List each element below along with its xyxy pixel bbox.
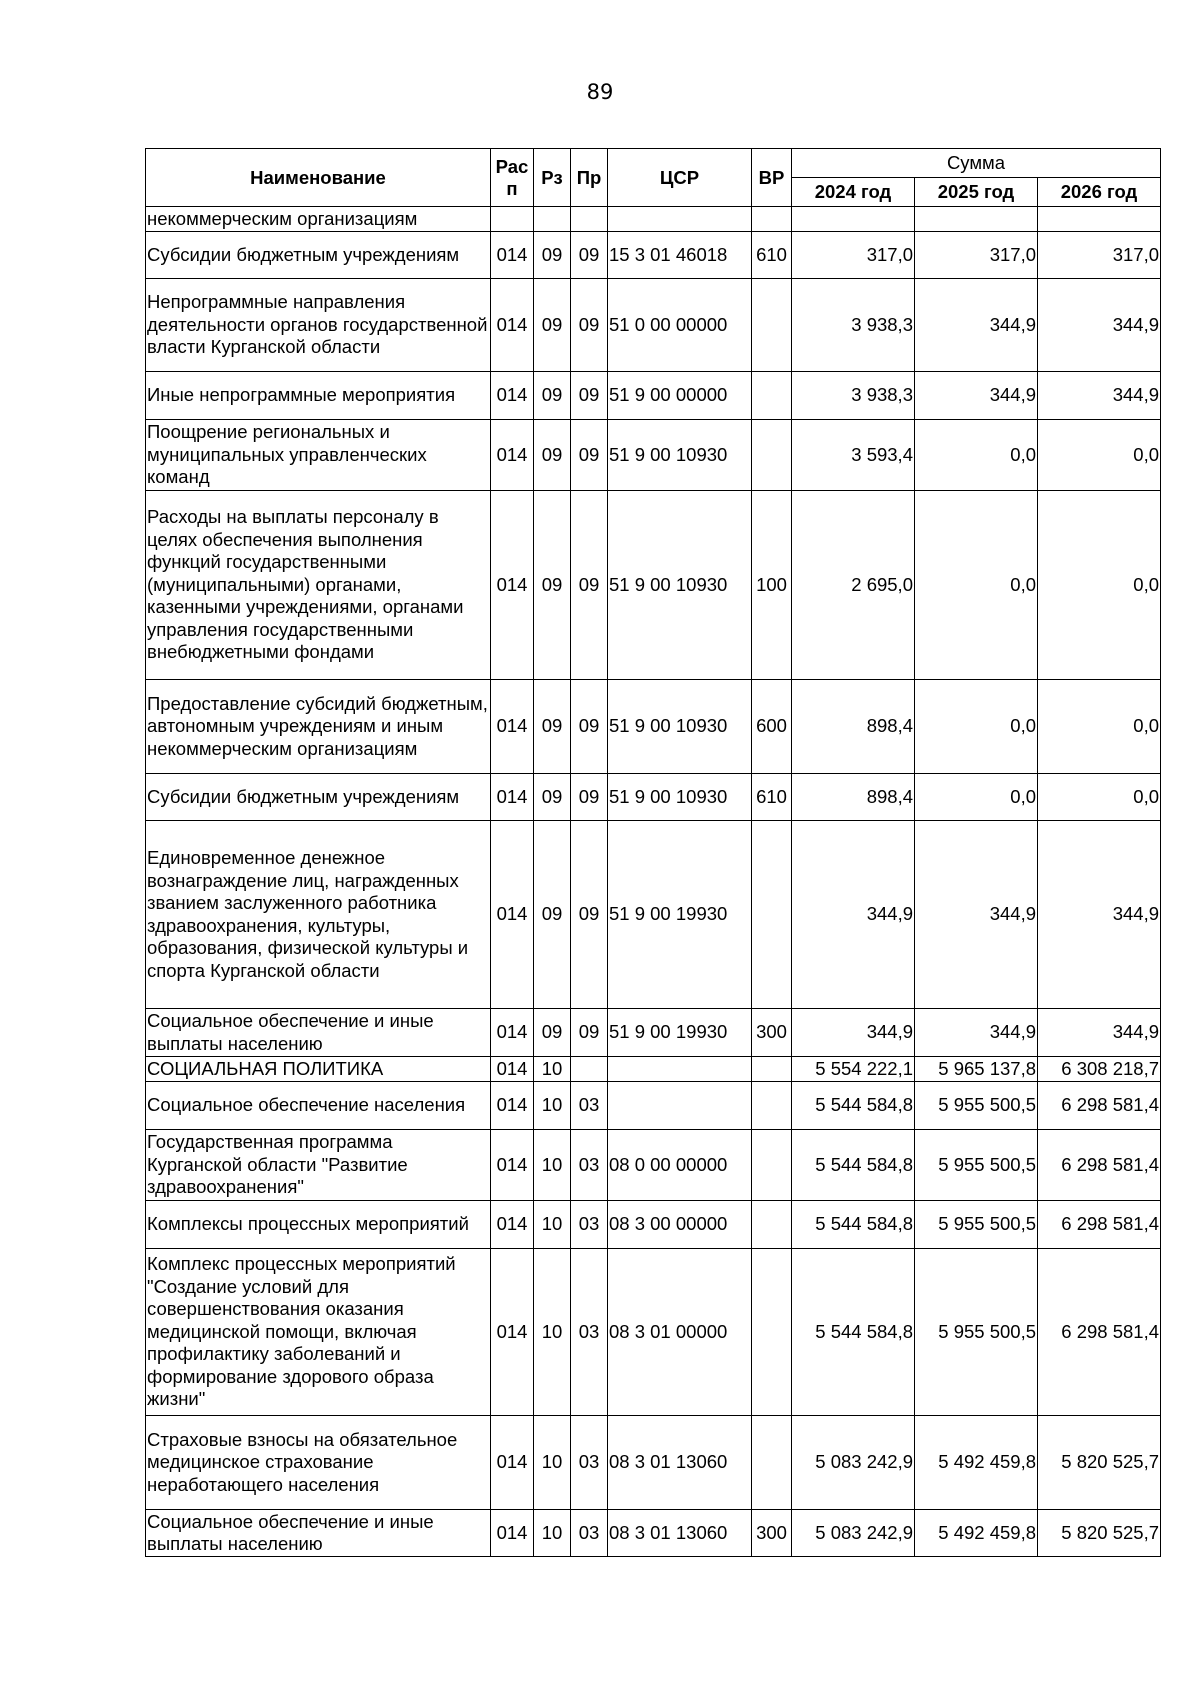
cell-2024: 3 938,3 xyxy=(792,279,915,372)
cell-2024: 344,9 xyxy=(792,1009,915,1057)
cell-csr xyxy=(608,1057,752,1082)
cell-pr: 03 xyxy=(571,1510,608,1557)
cell-vr xyxy=(752,1201,792,1249)
cell-pr: 09 xyxy=(571,1009,608,1057)
cell-2025 xyxy=(915,207,1038,232)
table-row xyxy=(146,1416,1161,1510)
cell-vr xyxy=(752,372,792,420)
table-header xyxy=(146,149,1161,207)
cell-2025: 5 955 500,5 xyxy=(915,1130,1038,1201)
cell-2025: 0,0 xyxy=(915,491,1038,680)
cell-2026: 0,0 xyxy=(1038,491,1161,680)
cell-pr xyxy=(571,1057,608,1082)
cell-rz: 09 xyxy=(534,232,571,279)
cell-vr: 610 xyxy=(752,774,792,821)
table-row xyxy=(146,1201,1161,1249)
cell-2024: 344,9 xyxy=(792,821,915,1009)
cell-rz: 10 xyxy=(534,1130,571,1201)
cell-csr xyxy=(608,207,752,232)
cell-csr: 51 9 00 10930 xyxy=(608,420,752,491)
cell-name: Предоставление субсидий бюджетным, автономным учреждениям и иным некоммерческим организациям xyxy=(146,680,491,774)
cell-pr: 09 xyxy=(571,774,608,821)
cell-csr: 08 3 01 13060 xyxy=(608,1416,752,1510)
cell-rz: 09 xyxy=(534,279,571,372)
cell-vr: 600 xyxy=(752,680,792,774)
cell-name: Государственная программа Курганской области "Развитие здравоохранения" xyxy=(146,1130,491,1201)
table-body xyxy=(146,207,1161,1557)
cell-name: Комплексы процессных мероприятий xyxy=(146,1201,491,1249)
cell-rasp: 014 xyxy=(491,1249,534,1416)
cell-rasp: 014 xyxy=(491,1201,534,1249)
cell-rz: 10 xyxy=(534,1057,571,1082)
cell-name: Социальное обеспечение и иные выплаты населению xyxy=(146,1009,491,1057)
cell-csr: 08 3 00 00000 xyxy=(608,1201,752,1249)
cell-2025: 0,0 xyxy=(915,774,1038,821)
cell-pr: 09 xyxy=(571,372,608,420)
cell-rz: 10 xyxy=(534,1416,571,1510)
cell-2026: 317,0 xyxy=(1038,232,1161,279)
cell-rasp: 014 xyxy=(491,279,534,372)
cell-2025: 0,0 xyxy=(915,680,1038,774)
table-row xyxy=(146,680,1161,774)
cell-csr: 51 9 00 10930 xyxy=(608,774,752,821)
cell-2024: 5 544 584,8 xyxy=(792,1130,915,1201)
cell-csr: 51 9 00 10930 xyxy=(608,491,752,680)
cell-name: Страховые взносы на обязательное медицинское страхование неработающего населения xyxy=(146,1416,491,1510)
cell-vr: 100 xyxy=(752,491,792,680)
cell-vr xyxy=(752,420,792,491)
table-row xyxy=(146,1130,1161,1201)
cell-rz: 09 xyxy=(534,420,571,491)
cell-vr xyxy=(752,1416,792,1510)
cell-2024: 5 544 584,8 xyxy=(792,1082,915,1130)
cell-name: Поощрение региональных и муниципальных управленческих команд xyxy=(146,420,491,491)
cell-2026: 5 820 525,7 xyxy=(1038,1416,1161,1510)
cell-2025: 5 492 459,8 xyxy=(915,1416,1038,1510)
budget-table xyxy=(145,148,1161,1557)
cell-2026: 0,0 xyxy=(1038,774,1161,821)
cell-2024: 5 544 584,8 xyxy=(792,1201,915,1249)
cell-2026: 344,9 xyxy=(1038,821,1161,1009)
cell-2026: 0,0 xyxy=(1038,680,1161,774)
cell-name: Субсидии бюджетным учреждениям xyxy=(146,774,491,821)
table-row xyxy=(146,279,1161,372)
cell-csr xyxy=(608,1082,752,1130)
cell-vr xyxy=(752,1130,792,1201)
cell-csr: 51 9 00 19930 xyxy=(608,1009,752,1057)
cell-name: Иные непрограммные мероприятия xyxy=(146,372,491,420)
cell-rz: 10 xyxy=(534,1249,571,1416)
cell-rasp xyxy=(491,207,534,232)
table-row xyxy=(146,232,1161,279)
cell-2025: 5 965 137,8 xyxy=(915,1057,1038,1082)
cell-2025: 5 955 500,5 xyxy=(915,1082,1038,1130)
header-sum: Сумма xyxy=(792,149,1161,178)
cell-vr xyxy=(752,1057,792,1082)
cell-2026: 344,9 xyxy=(1038,1009,1161,1057)
cell-vr xyxy=(752,207,792,232)
cell-2025: 344,9 xyxy=(915,1009,1038,1057)
cell-2024: 5 544 584,8 xyxy=(792,1249,915,1416)
cell-rasp: 014 xyxy=(491,420,534,491)
cell-2024: 898,4 xyxy=(792,680,915,774)
cell-2026: 344,9 xyxy=(1038,372,1161,420)
cell-2026: 6 298 581,4 xyxy=(1038,1130,1161,1201)
cell-csr: 08 0 00 00000 xyxy=(608,1130,752,1201)
cell-pr: 09 xyxy=(571,232,608,279)
table-row xyxy=(146,1249,1161,1416)
cell-2026: 6 298 581,4 xyxy=(1038,1082,1161,1130)
cell-name: Непрограммные направления деятельности органов государственной власти Курганской области xyxy=(146,279,491,372)
cell-2025: 0,0 xyxy=(915,420,1038,491)
table-row xyxy=(146,207,1161,232)
cell-name: СОЦИАЛЬНАЯ ПОЛИТИКА xyxy=(146,1057,491,1082)
cell-2025: 344,9 xyxy=(915,372,1038,420)
cell-rz xyxy=(534,207,571,232)
cell-2025: 5 955 500,5 xyxy=(915,1201,1038,1249)
cell-pr: 09 xyxy=(571,821,608,1009)
cell-2026: 6 298 581,4 xyxy=(1038,1201,1161,1249)
cell-rasp: 014 xyxy=(491,491,534,680)
header-year-2026: 2026 год xyxy=(1038,178,1161,207)
cell-rz: 10 xyxy=(534,1510,571,1557)
cell-csr: 51 0 00 00000 xyxy=(608,279,752,372)
cell-2026 xyxy=(1038,207,1161,232)
cell-pr: 03 xyxy=(571,1130,608,1201)
cell-pr: 03 xyxy=(571,1082,608,1130)
cell-name: Субсидии бюджетным учреждениям xyxy=(146,232,491,279)
header-vr: ВР xyxy=(752,149,792,207)
cell-2024 xyxy=(792,207,915,232)
table-row xyxy=(146,774,1161,821)
cell-name: Комплекс процессных мероприятий "Создание условий для совершенствования оказания медицинской помощи, включая профилактику заболеваний и формирование здорового образа жизни" xyxy=(146,1249,491,1416)
cell-2026: 0,0 xyxy=(1038,420,1161,491)
cell-2024: 5 083 242,9 xyxy=(792,1416,915,1510)
header-year-2024: 2024 год xyxy=(792,178,915,207)
cell-vr: 610 xyxy=(752,232,792,279)
header-pr: Пр xyxy=(571,149,608,207)
table-row xyxy=(146,1510,1161,1557)
cell-rasp: 014 xyxy=(491,680,534,774)
cell-pr: 03 xyxy=(571,1249,608,1416)
cell-rasp: 014 xyxy=(491,774,534,821)
cell-name: Расходы на выплаты персоналу в целях обеспечения выполнения функций государственными (муниципальными) органами, казенными учреждениями, органами управления государственными внебюджетными фондами xyxy=(146,491,491,680)
cell-vr xyxy=(752,1249,792,1416)
header-rz: Рз xyxy=(534,149,571,207)
cell-rz: 09 xyxy=(534,680,571,774)
cell-rasp: 014 xyxy=(491,1082,534,1130)
cell-rz: 10 xyxy=(534,1201,571,1249)
table-row xyxy=(146,420,1161,491)
cell-name: некоммерческим организациям xyxy=(146,207,491,232)
cell-2024: 5 083 242,9 xyxy=(792,1510,915,1557)
cell-rasp: 014 xyxy=(491,1057,534,1082)
header-name: Наименование xyxy=(146,149,491,207)
cell-2026: 5 820 525,7 xyxy=(1038,1510,1161,1557)
cell-rz: 09 xyxy=(534,372,571,420)
cell-rasp: 014 xyxy=(491,1510,534,1557)
cell-rz: 09 xyxy=(534,491,571,680)
cell-2025: 317,0 xyxy=(915,232,1038,279)
cell-2026: 6 298 581,4 xyxy=(1038,1249,1161,1416)
cell-name: Единовременное денежное вознаграждение лиц, награжденных званием заслуженного работника здравоохранения, культуры, образования, физической культуры и спорта Курганской области xyxy=(146,821,491,1009)
cell-pr: 09 xyxy=(571,491,608,680)
cell-2025: 5 955 500,5 xyxy=(915,1249,1038,1416)
cell-2024: 898,4 xyxy=(792,774,915,821)
cell-rasp: 014 xyxy=(491,1130,534,1201)
cell-2025: 344,9 xyxy=(915,279,1038,372)
cell-2025: 5 492 459,8 xyxy=(915,1510,1038,1557)
header-csr: ЦСР xyxy=(608,149,752,207)
cell-pr: 09 xyxy=(571,279,608,372)
cell-vr: 300 xyxy=(752,1510,792,1557)
page-number: 89 xyxy=(586,80,614,104)
cell-vr xyxy=(752,1082,792,1130)
cell-rasp: 014 xyxy=(491,1416,534,1510)
cell-2024: 5 554 222,1 xyxy=(792,1057,915,1082)
cell-pr xyxy=(571,207,608,232)
header-rasp: Рас п xyxy=(491,149,534,207)
cell-csr: 51 9 00 19930 xyxy=(608,821,752,1009)
cell-vr xyxy=(752,821,792,1009)
cell-vr xyxy=(752,279,792,372)
table-row xyxy=(146,491,1161,680)
cell-2025: 344,9 xyxy=(915,821,1038,1009)
table-row xyxy=(146,372,1161,420)
cell-rasp: 014 xyxy=(491,1009,534,1057)
cell-name: Социальное обеспечение и иные выплаты населению xyxy=(146,1510,491,1557)
cell-rz: 09 xyxy=(534,774,571,821)
cell-pr: 03 xyxy=(571,1416,608,1510)
cell-2026: 344,9 xyxy=(1038,279,1161,372)
cell-rasp: 014 xyxy=(491,821,534,1009)
cell-rz: 09 xyxy=(534,821,571,1009)
cell-csr: 51 9 00 10930 xyxy=(608,680,752,774)
cell-rz: 09 xyxy=(534,1009,571,1057)
cell-csr: 08 3 01 13060 xyxy=(608,1510,752,1557)
table-row xyxy=(146,821,1161,1009)
cell-2024: 3 593,4 xyxy=(792,420,915,491)
cell-2024: 2 695,0 xyxy=(792,491,915,680)
cell-pr: 09 xyxy=(571,420,608,491)
cell-pr: 09 xyxy=(571,680,608,774)
cell-csr: 08 3 01 00000 xyxy=(608,1249,752,1416)
cell-pr: 03 xyxy=(571,1201,608,1249)
cell-rasp: 014 xyxy=(491,372,534,420)
cell-rasp: 014 xyxy=(491,232,534,279)
cell-csr: 51 9 00 00000 xyxy=(608,372,752,420)
table-row xyxy=(146,1009,1161,1057)
cell-vr: 300 xyxy=(752,1009,792,1057)
cell-csr: 15 3 01 46018 xyxy=(608,232,752,279)
table-row xyxy=(146,1057,1161,1082)
header-year-2025: 2025 год xyxy=(915,178,1038,207)
table-row xyxy=(146,1082,1161,1130)
cell-2024: 3 938,3 xyxy=(792,372,915,420)
cell-rz: 10 xyxy=(534,1082,571,1130)
cell-name: Социальное обеспечение населения xyxy=(146,1082,491,1130)
cell-2026: 6 308 218,7 xyxy=(1038,1057,1161,1082)
cell-2024: 317,0 xyxy=(792,232,915,279)
